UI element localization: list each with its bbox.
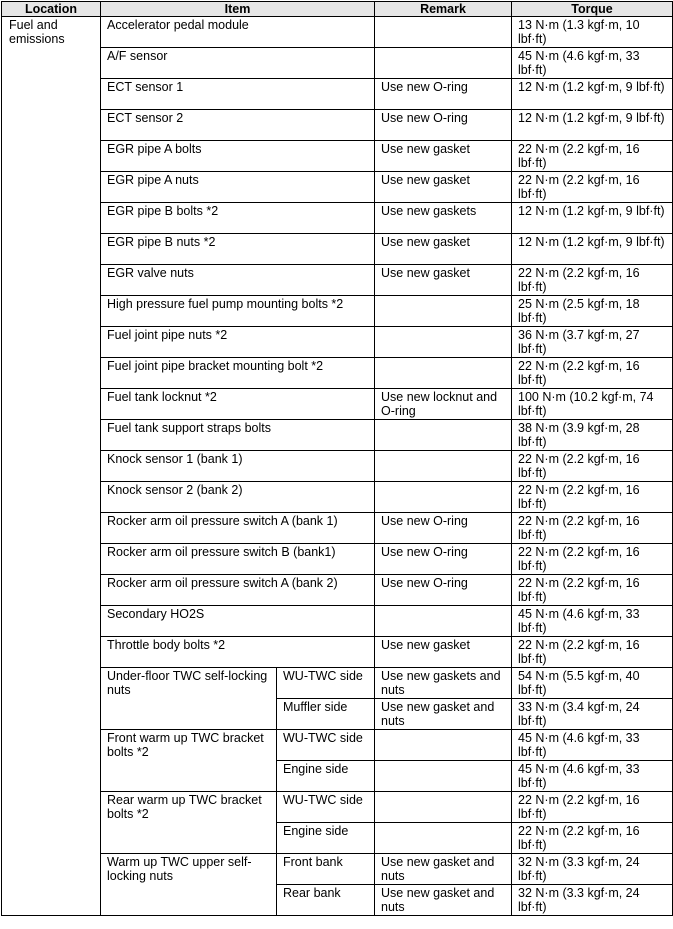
torque-cell: 12 N·m (1.2 kgf·m, 9 lbf·ft)	[512, 79, 673, 110]
group-item-cell: Under-floor TWC self-locking nuts	[101, 668, 277, 730]
remark-cell: Use new gasket	[375, 141, 512, 172]
torque-cell: 22 N·m (2.2 kgf·m, 16 lbf·ft)	[512, 358, 673, 389]
item-cell: Secondary HO2S	[101, 606, 375, 637]
table-row	[2, 141, 673, 172]
remark-cell: Use new O-ring	[375, 544, 512, 575]
item-cell: Throttle body bolts *2	[101, 637, 375, 668]
torque-cell: 45 N·m (4.6 kgf·m, 33 lbf·ft)	[512, 48, 673, 79]
torque-cell: 45 N·m (4.6 kgf·m, 33 lbf·ft)	[512, 606, 673, 637]
header-row	[2, 2, 673, 17]
torque-cell: 32 N·m (3.3 kgf·m, 24 lbf·ft)	[512, 854, 673, 885]
remark-cell: Use new gasket	[375, 172, 512, 203]
sub-item-cell: Front bank	[277, 854, 375, 885]
remark-cell: Use new O-ring	[375, 513, 512, 544]
header-location: Location	[2, 2, 101, 17]
remark-cell: Use new gasket	[375, 234, 512, 265]
table-row	[2, 203, 673, 234]
remark-cell	[375, 296, 512, 327]
item-cell: High pressure fuel pump mounting bolts *2	[101, 296, 375, 327]
torque-cell: 22 N·m (2.2 kgf·m, 16 lbf·ft)	[512, 172, 673, 203]
sub-item-cell: Muffler side	[277, 699, 375, 730]
torque-cell: 54 N·m (5.5 kgf·m, 40 lbf·ft)	[512, 668, 673, 699]
table-row	[2, 606, 673, 637]
table-row	[2, 265, 673, 296]
remark-cell: Use new gasket and nuts	[375, 885, 512, 916]
torque-cell: 36 N·m (3.7 kgf·m, 27 lbf·ft)	[512, 327, 673, 358]
remark-cell	[375, 823, 512, 854]
item-cell: Fuel joint pipe nuts *2	[101, 327, 375, 358]
item-cell: A/F sensor	[101, 48, 375, 79]
remark-cell: Use new gasket	[375, 637, 512, 668]
sub-item-cell: WU-TWC side	[277, 730, 375, 761]
group-item-cell: Warm up TWC upper self-locking nuts	[101, 854, 277, 916]
torque-cell: 100 N·m (10.2 kgf·m, 74 lbf·ft)	[512, 389, 673, 420]
torque-cell: 45 N·m (4.6 kgf·m, 33 lbf·ft)	[512, 730, 673, 761]
remark-cell: Use new gasket and nuts	[375, 699, 512, 730]
remark-cell	[375, 792, 512, 823]
torque-cell: 33 N·m (3.4 kgf·m, 24 lbf·ft)	[512, 699, 673, 730]
torque-spec-table	[1, 1, 673, 916]
table-row	[2, 296, 673, 327]
torque-cell: 22 N·m (2.2 kgf·m, 16 lbf·ft)	[512, 513, 673, 544]
sub-item-cell: Engine side	[277, 823, 375, 854]
table-row	[2, 482, 673, 513]
table-row	[2, 792, 673, 823]
item-cell: Accelerator pedal module	[101, 17, 375, 48]
table-row	[2, 79, 673, 110]
torque-cell: 22 N·m (2.2 kgf·m, 16 lbf·ft)	[512, 482, 673, 513]
table-row	[2, 854, 673, 885]
torque-cell: 22 N·m (2.2 kgf·m, 16 lbf·ft)	[512, 141, 673, 172]
table-row	[2, 234, 673, 265]
location-cell: Fuel and emissions	[2, 17, 101, 916]
torque-cell: 22 N·m (2.2 kgf·m, 16 lbf·ft)	[512, 451, 673, 482]
table-row	[2, 575, 673, 606]
torque-cell: 38 N·m (3.9 kgf·m, 28 lbf·ft)	[512, 420, 673, 451]
remark-cell: Use new gasket and nuts	[375, 854, 512, 885]
torque-cell: 12 N·m (1.2 kgf·m, 9 lbf·ft)	[512, 203, 673, 234]
remark-cell: Use new O-ring	[375, 575, 512, 606]
remark-cell: Use new gaskets	[375, 203, 512, 234]
header-item: Item	[101, 2, 375, 17]
table-row	[2, 668, 673, 699]
remark-cell	[375, 48, 512, 79]
item-cell: Knock sensor 2 (bank 2)	[101, 482, 375, 513]
item-cell: EGR pipe A bolts	[101, 141, 375, 172]
sub-item-cell: Engine side	[277, 761, 375, 792]
table-row	[2, 544, 673, 575]
remark-cell	[375, 451, 512, 482]
table-row	[2, 110, 673, 141]
torque-cell: 22 N·m (2.2 kgf·m, 16 lbf·ft)	[512, 637, 673, 668]
remark-cell	[375, 730, 512, 761]
item-cell: ECT sensor 2	[101, 110, 375, 141]
torque-cell: 32 N·m (3.3 kgf·m, 24 lbf·ft)	[512, 885, 673, 916]
sub-item-cell: Rear bank	[277, 885, 375, 916]
table-body	[2, 17, 673, 916]
item-cell: EGR pipe B bolts *2	[101, 203, 375, 234]
torque-cell: 25 N·m (2.5 kgf·m, 18 lbf·ft)	[512, 296, 673, 327]
torque-cell: 22 N·m (2.2 kgf·m, 16 lbf·ft)	[512, 823, 673, 854]
table-row	[2, 420, 673, 451]
table-row	[2, 451, 673, 482]
item-cell: ECT sensor 1	[101, 79, 375, 110]
remark-cell: Use new gasket	[375, 265, 512, 296]
remark-cell	[375, 482, 512, 513]
torque-cell: 13 N·m (1.3 kgf·m, 10 lbf·ft)	[512, 17, 673, 48]
item-cell: Fuel joint pipe bracket mounting bolt *2	[101, 358, 375, 389]
header-remark: Remark	[375, 2, 512, 17]
torque-cell: 45 N·m (4.6 kgf·m, 33 lbf·ft)	[512, 761, 673, 792]
torque-cell: 22 N·m (2.2 kgf·m, 16 lbf·ft)	[512, 265, 673, 296]
remark-cell	[375, 358, 512, 389]
item-cell: Rocker arm oil pressure switch A (bank 1)	[101, 513, 375, 544]
item-cell: Fuel tank locknut *2	[101, 389, 375, 420]
remark-cell	[375, 606, 512, 637]
torque-cell: 22 N·m (2.2 kgf·m, 16 lbf·ft)	[512, 544, 673, 575]
table-row	[2, 48, 673, 79]
table-row	[2, 513, 673, 544]
remark-cell	[375, 761, 512, 792]
remark-cell: Use new O-ring	[375, 110, 512, 141]
torque-cell: 12 N·m (1.2 kgf·m, 9 lbf·ft)	[512, 110, 673, 141]
item-cell: Fuel tank support straps bolts	[101, 420, 375, 451]
group-item-cell: Front warm up TWC bracket bolts *2	[101, 730, 277, 792]
table-row	[2, 327, 673, 358]
item-cell: EGR pipe A nuts	[101, 172, 375, 203]
table-row	[2, 637, 673, 668]
torque-cell: 22 N·m (2.2 kgf·m, 16 lbf·ft)	[512, 792, 673, 823]
remark-cell	[375, 327, 512, 358]
item-cell: Rocker arm oil pressure switch A (bank 2)	[101, 575, 375, 606]
item-cell: Rocker arm oil pressure switch B (bank1)	[101, 544, 375, 575]
remark-cell	[375, 420, 512, 451]
table-row	[2, 389, 673, 420]
item-cell: EGR pipe B nuts *2	[101, 234, 375, 265]
remark-cell: Use new gaskets and nuts	[375, 668, 512, 699]
torque-cell: 12 N·m (1.2 kgf·m, 9 lbf·ft)	[512, 234, 673, 265]
table-row	[2, 358, 673, 389]
sub-item-cell: WU-TWC side	[277, 792, 375, 823]
header-torque: Torque	[512, 2, 673, 17]
item-cell: EGR valve nuts	[101, 265, 375, 296]
table-row	[2, 730, 673, 761]
torque-cell: 22 N·m (2.2 kgf·m, 16 lbf·ft)	[512, 575, 673, 606]
remark-cell: Use new O-ring	[375, 79, 512, 110]
group-item-cell: Rear warm up TWC bracket bolts *2	[101, 792, 277, 854]
sub-item-cell: WU-TWC side	[277, 668, 375, 699]
item-cell: Knock sensor 1 (bank 1)	[101, 451, 375, 482]
table-row	[2, 172, 673, 203]
table-row	[2, 17, 673, 48]
remark-cell: Use new locknut and O-ring	[375, 389, 512, 420]
remark-cell	[375, 17, 512, 48]
